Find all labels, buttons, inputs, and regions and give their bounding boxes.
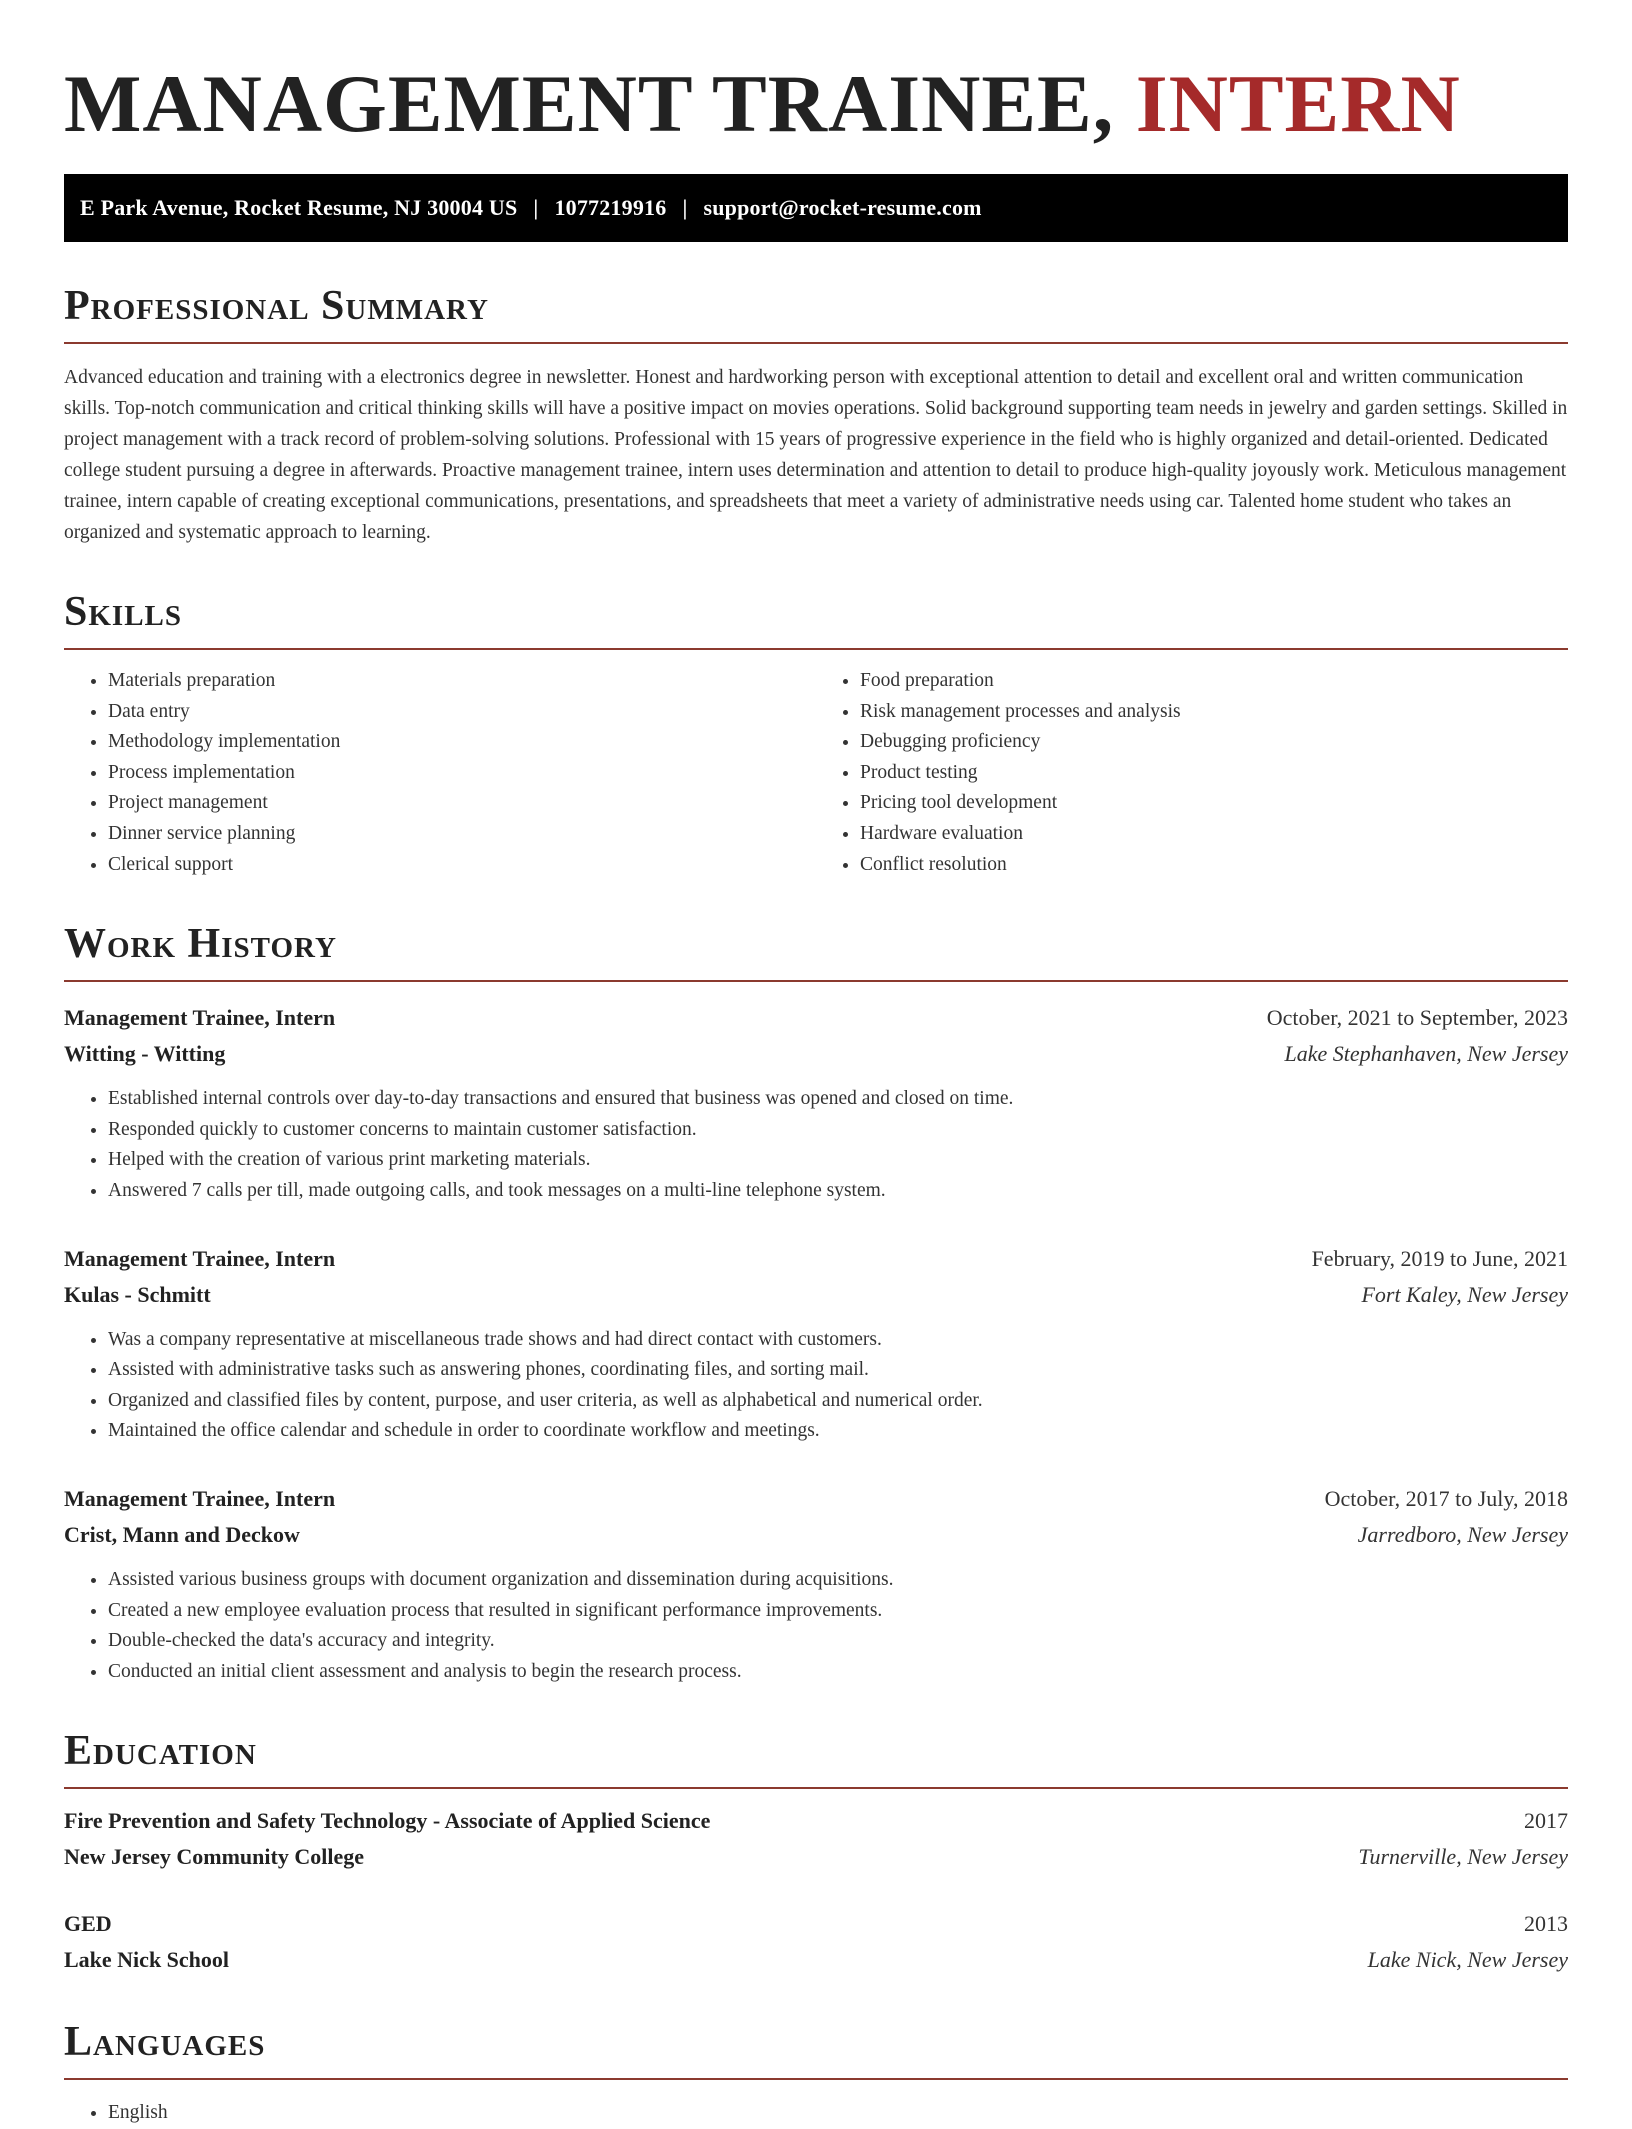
skill-item: • Food preparation [860, 666, 1568, 697]
skills-list-right [816, 666, 1568, 880]
job-company-row [64, 1036, 1568, 1072]
job-bullet: • Established internal controls over day-to-day transactions and ensured that business was opened and closed on time. [108, 1084, 1568, 1115]
education-location: Lake Nick, New Jersey [1367, 1947, 1568, 1973]
job-title-row [64, 1241, 1568, 1277]
languages-block [64, 2098, 1568, 2129]
job-title: Management Trainee, Intern [64, 1485, 336, 1511]
education-degree: GED [64, 1911, 112, 1937]
job-bullet: • Assisted with administrative tasks such as answering phones, coordinating files, and sorting mail. [108, 1355, 1568, 1386]
resume-page [64, 0, 1568, 2129]
skill-item: • Process implementation [108, 758, 816, 789]
work-section-header [64, 920, 1568, 982]
education-year: 2013 [1524, 1911, 1568, 1937]
contact-separator: | [533, 195, 539, 220]
job-bullet: • Helped with the creation of various print marketing materials. [108, 1145, 1568, 1176]
job-bullet: • Assisted various business groups with document organization and dissemination during acquisitions. [108, 1565, 1568, 1596]
education-entry [64, 1906, 1568, 1978]
job-entry [64, 1241, 1568, 1447]
title-main: MANAGEMENT TRAINEE, [64, 58, 1115, 149]
job-title: Management Trainee, Intern [64, 1245, 336, 1271]
education-school: New Jersey Community College [64, 1844, 364, 1870]
job-bullet: • Organized and classified files by content, purpose, and user criteria, as well as alphabetical and numerical order. [108, 1386, 1568, 1417]
job-company: Crist, Mann and Deckow [64, 1521, 300, 1547]
job-location: Lake Stephanhaven, New Jersey [1284, 1041, 1568, 1067]
skill-item: • Project management [108, 788, 816, 819]
job-bullet: • Maintained the office calendar and schedule in order to coordinate workflow and meetings. [108, 1416, 1568, 1447]
job-bullet: • Created a new employee evaluation process that resulted in significant performance improvements. [108, 1596, 1568, 1627]
education-entry [64, 1803, 1568, 1875]
skill-item: • Risk management processes and analysis [860, 697, 1568, 728]
languages-section-header [64, 2018, 1568, 2080]
summary-text: Advanced education and training with a electronics degree in newsletter. Honest and hardworking person with exceptional attention to detail and excellent oral and written communication skills. Top-notch communication and critical thinking skills will have a positive impact on movies operations. Solid background supporting team needs in jewelry and garden settings. Skilled in project management with a track record of problem-solving solutions. Professional with 15 years of progressive experience in the field who is highly organized and detail-oriented. Dedicated college student pursuing a degree in afterwards. Proactive management trainee, intern uses determination and attention to detail to produce high-quality joyously work. Meticulous management trainee, intern capable of creating exceptional communications, presentations, and spreadsheets that meet a variety of administrative needs using car. Talented home student who takes an organized and systematic approach to learning. [64, 367, 1568, 543]
skills-grid [64, 666, 1568, 880]
resume-title [64, 58, 1568, 150]
title-accent: INTERN [1135, 58, 1461, 149]
languages-list [64, 2098, 1568, 2129]
job-location: Fort Kaley, New Jersey [1361, 1281, 1568, 1307]
contact-email: support@rocket-resume.com [703, 195, 982, 220]
work-heading: Work History [64, 921, 337, 968]
education-school-row [64, 1839, 1568, 1875]
contact-address: E Park Avenue, Rocket Resume, NJ 30004 US [80, 195, 518, 220]
skills-heading: Skills [64, 589, 183, 635]
education-degree-row [64, 1803, 1568, 1839]
job-title-row [64, 1000, 1568, 1036]
job-location: Jarredboro, New Jersey [1357, 1521, 1568, 1547]
job-entry [64, 1481, 1568, 1687]
summary-section-header [64, 282, 1568, 344]
skill-item: • Hardware evaluation [860, 819, 1568, 850]
education-location: Turnerville, New Jersey [1358, 1844, 1568, 1870]
job-bullet: • Was a company representative at miscellaneous trade shows and had direct contact with customers. [108, 1325, 1568, 1356]
job-bullet: • Double-checked the data's accuracy and integrity. [108, 1626, 1568, 1657]
skill-item: • Data entry [108, 697, 816, 728]
skill-item: • Conflict resolution [860, 850, 1568, 881]
job-company-row [64, 1277, 1568, 1313]
job-title: Management Trainee, Intern [64, 1005, 336, 1031]
education-year: 2017 [1524, 1808, 1568, 1834]
contact-phone: 1077219916 [554, 195, 667, 220]
education-degree: Fire Prevention and Safety Technology - Associate of Applied Science [64, 1808, 711, 1834]
skill-item: • Dinner service planning [108, 819, 816, 850]
education-heading: Education [64, 1728, 257, 1775]
job-company: Kulas - Schmitt [64, 1281, 211, 1307]
languages-heading: Languages [64, 2019, 266, 2066]
job-bullets [64, 1565, 1568, 1687]
job-bullet: • Responded quickly to customer concerns to maintain customer satisfaction. [108, 1115, 1568, 1146]
job-bullet: • Answered 7 calls per till, made outgoing calls, and took messages on a multi-line telephone system. [108, 1176, 1568, 1207]
job-dates: October, 2021 to September, 2023 [1266, 1005, 1568, 1031]
contact-separator: | [682, 195, 688, 220]
skill-item: • Materials preparation [108, 666, 816, 697]
job-entry [64, 1000, 1568, 1206]
skills-section-header [64, 588, 1568, 650]
job-dates: October, 2017 to July, 2018 [1324, 1485, 1568, 1511]
skill-item: • Pricing tool development [860, 788, 1568, 819]
job-dates: February, 2019 to June, 2021 [1311, 1245, 1568, 1271]
skill-item: • Methodology implementation [108, 727, 816, 758]
education-school-row [64, 1942, 1568, 1978]
job-bullets [64, 1325, 1568, 1447]
education-degree-row [64, 1906, 1568, 1942]
skill-item: • Product testing [860, 758, 1568, 789]
job-company-row [64, 1517, 1568, 1553]
skill-item: • Clerical support [108, 850, 816, 881]
skills-list-left [64, 666, 816, 880]
education-section-header [64, 1727, 1568, 1789]
language-item: • English [108, 2098, 1568, 2129]
skill-item: • Debugging proficiency [860, 727, 1568, 758]
job-title-row [64, 1481, 1568, 1517]
education-school: Lake Nick School [64, 1947, 230, 1973]
job-bullets [64, 1084, 1568, 1206]
job-bullet: • Conducted an initial client assessment and analysis to begin the research process. [108, 1657, 1568, 1688]
contact-bar [64, 174, 1568, 242]
summary-heading: Professional Summary [64, 283, 489, 329]
job-company: Witting - Witting [64, 1041, 226, 1067]
